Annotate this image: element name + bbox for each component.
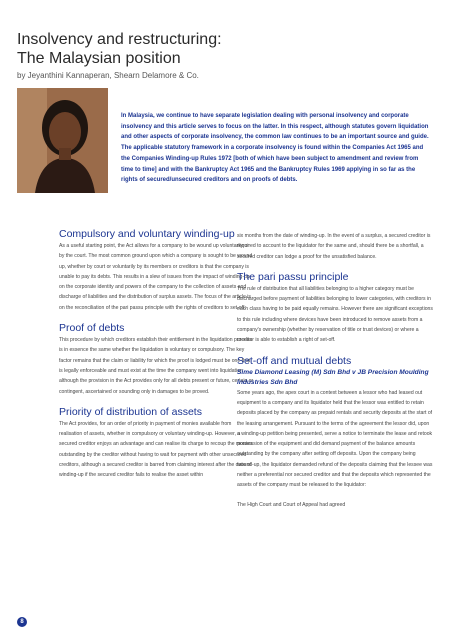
paragraph: As a useful starting point, the Act allows for a company to be wound up voluntarily or by the court. The most common ground upon which a company is sought to be wound up, whether by court or voluntarily by its members or creditors is that the company is unable to pay its debts. This results in a slew of issues from the impact of winding-up on the corporate identity and powers of the company to the collection of assets and discharge of liabilities and the distribution of surplus assets. The focus of the article is on the reconciliation of the pari passu principle with the rights of creditors to set-off. — [59, 243, 253, 311]
heading-set-off: Set-off and mutual debts — [237, 354, 352, 367]
paragraph: six months from the date of winding-up. In the event of a surplus, a secured creditor is required to account to the liquidator for the same and, should there be a shortfall, a secured creditor can lodge a proof for the unsatisfied balance. — [237, 233, 431, 260]
paragraph: This procedure by which creditors establish their entitlement in the liquidation process is in essence the same whether the liquidation is voluntary or compulsory. The key factor remains that the claim or liability for which the proof is lodged must be one that is legally enforceable and must exist at the time the company went into liquidation although the provision in the Act provides only for all debts present or future, certain or contingent, ascertained or sounding only in damages to be proved. — [59, 337, 254, 395]
case-citation: Sime Diamond Leasing (M) Sdn Bhd v JB Precision Moulding Industries Sdn Bhd — [237, 368, 429, 386]
paragraph: Some years ago, the apex court in a context between a lessor who had leased out equipment to a company and its liquidator held that the lessor was entitled to retain deposits placed by the company as prepaid rentals and security deposits at the start of the leasing arrangement. Pursuant to the terms of the agreement the lessor did, upon a winding-up petition being presented, serve a notice to terminate the lease and retook possession of the equipment and did demand payment of the balance amounts outstanding by the company after setting off deposits. Upon the company being wound-up, the liquidator demanded refund of the deposits claiming that the lessee was neither a preferential nor secured creditor and that the deposits which represented the assets of the company must be released to the liquidator: — [237, 389, 433, 489]
left-column — [59, 228, 255, 490]
intro-paragraph: In Malaysia, we continue to have separate legislation dealing with personal insolvency and corporate insolvency and this article serves to focus on the latter. In this respect, although statutes govern liquidation and other aspects of corporate insolvency, the common law continues to be an important source and guide. The applicable statutory framework in a corporate insolvency is found within the Companies Act 1965 and the Companies Winding-up Rules 1972 [both of which have been subject to amendment and review from time to time] and with the Bankruptcy Act 1965 and the Bankruptcy Rules 1969 applying in so far as the rights of secured/unsecured creditors and on proofs of debts. — [121, 113, 429, 184]
paragraph: The Act provides, for an order of priority in payment of monies available from realisation of assets, whether in compulsory or voluntary winding-up. However, a secured creditor enjoys an advantage and can realise its charge to recoup the monies outstanding by the creditor without having to wait for payment with other unsecured creditors, although a secured creditor is barred from claiming interest after the date of winding-up if the secured creditor fails to realise the asset within — [59, 420, 253, 479]
heading-compulsory-voluntary: Compulsory and voluntary winding-up — [59, 228, 235, 240]
author-portrait-image — [17, 88, 108, 193]
title-line-2: The Malaysian position — [17, 50, 181, 67]
author-photo — [17, 88, 108, 193]
title-line-1: Insolvency and restructuring: — [17, 31, 222, 48]
paragraph: The rule of distribution that all liabilities belonging to a higher category must be discharged before payment of liabilities belonging to lower categories, with creditors in each class having to be paid equally remains. However there are significant exceptions to this rule including where devices have been introduced to remove assets from a company's ownership (whether by reservation of title or trust devices) or where a creditor is able to establish a right of set-off. — [237, 285, 433, 344]
article-title — [17, 30, 437, 68]
right-column — [237, 231, 433, 519]
heading-priority-distribution: Priority of distribution of assets — [59, 405, 202, 418]
byline: by Jeyanthini Kannaperan, Shearn Delamore & Co. — [17, 71, 199, 80]
page-number-badge: 8 — [17, 617, 27, 627]
heading-pari-passu: The pari passu principle — [237, 270, 349, 283]
paragraph: The High Court and Court of Appeal had agreed — [237, 501, 346, 508]
heading-proof-of-debts: Proof of debts — [59, 322, 125, 335]
